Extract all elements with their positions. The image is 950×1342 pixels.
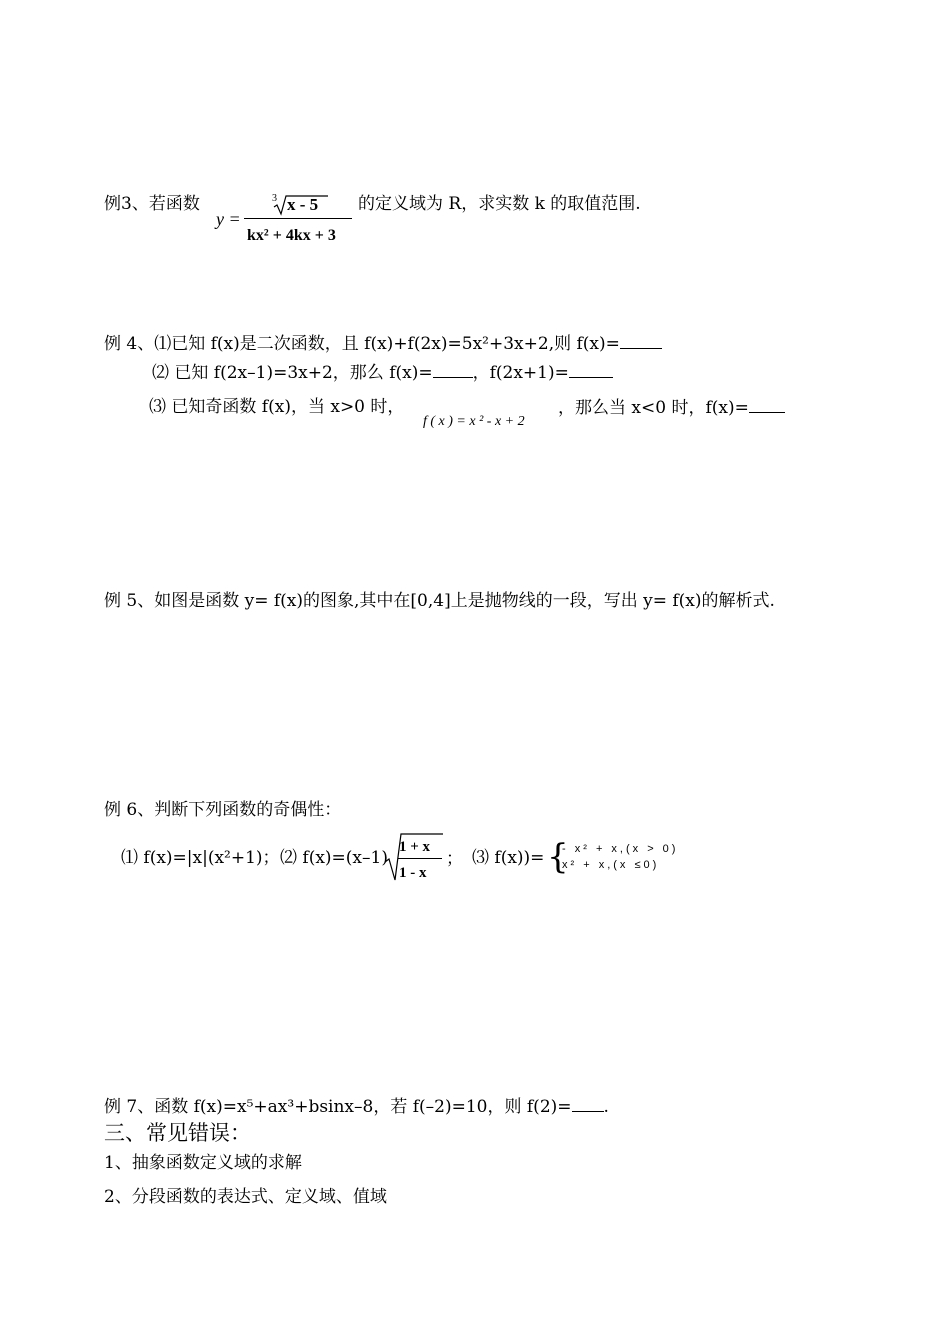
example-6-title: 例 6、判断下列函数的奇偶性： bbox=[104, 800, 342, 820]
example-4-formula: f ( x ) = x ² - x + 2 bbox=[423, 414, 525, 429]
example-4-line-1: 例 4、⑴已知 f(x)是二次函数，且 f(x)+f(2x)=5x²+3x+2,则 f(x)= bbox=[104, 332, 662, 355]
example-4-line-2: ⑵ 已知 f(2x–1)=3x+2，那么 f(x)= ，f(2x+1)= bbox=[152, 361, 613, 384]
example-6-part-3-label: ⑶ f(x))= bbox=[472, 848, 545, 868]
cube-root-index: 3 bbox=[272, 193, 277, 204]
answer-blank bbox=[433, 361, 473, 378]
example-6-sqrt-numerator: 1 + x bbox=[399, 839, 431, 855]
answer-blank bbox=[620, 332, 662, 349]
example-6-part-2-label: ⑵ f(x)=(x–1) bbox=[280, 848, 388, 868]
answer-blank bbox=[572, 1095, 604, 1112]
example-4-line-3b: ，那么当 x<0 时，f(x)= bbox=[558, 396, 785, 419]
section-3-item-1: 1、抽象函数定义域的求解 bbox=[104, 1153, 302, 1173]
answer-blank bbox=[569, 361, 613, 378]
example-3-y-eq: y = bbox=[216, 209, 241, 229]
piecewise-case-1: - x² + x,(x > 0) bbox=[562, 843, 679, 855]
piecewise-brace: { bbox=[547, 837, 569, 877]
section-3-heading: 三、常见错误： bbox=[104, 1121, 251, 1145]
example-3-denominator: kx² + 4kx + 3 bbox=[247, 227, 336, 244]
example-6-sqrt-denominator: 1 - x bbox=[399, 865, 427, 881]
example-3-numerator: x - 5 bbox=[287, 195, 319, 214]
answer-blank bbox=[749, 396, 785, 413]
section-3-item-2: 2、分段函数的表达式、定义域、值域 bbox=[104, 1187, 387, 1207]
example-3-label: 例3、若函数 bbox=[104, 194, 200, 214]
example-4-line-3a: ⑶ 已知奇函数 f(x)，当 x>0 时， bbox=[149, 397, 405, 417]
example-6-separator: ； bbox=[446, 849, 463, 869]
example-3-tail: 的定义域为 R，求实数 k 的取值范围. bbox=[358, 194, 641, 214]
piecewise-case-2: x² + x,(x ≤0) bbox=[562, 859, 660, 871]
example-5: 例 5、如图是函数 y= f(x)的图象,其中在[0,4]上是抛物线的一段，写出 y= f(x)的解析式. bbox=[104, 591, 775, 611]
example-6-part-1: ⑴ f(x)=|x|(x²+1)； bbox=[121, 848, 280, 868]
example-7: 例 7、函数 f(x)=x⁵+ax³+bsinx–8，若 f(–2)=10，则 f(2)= . bbox=[104, 1097, 609, 1117]
